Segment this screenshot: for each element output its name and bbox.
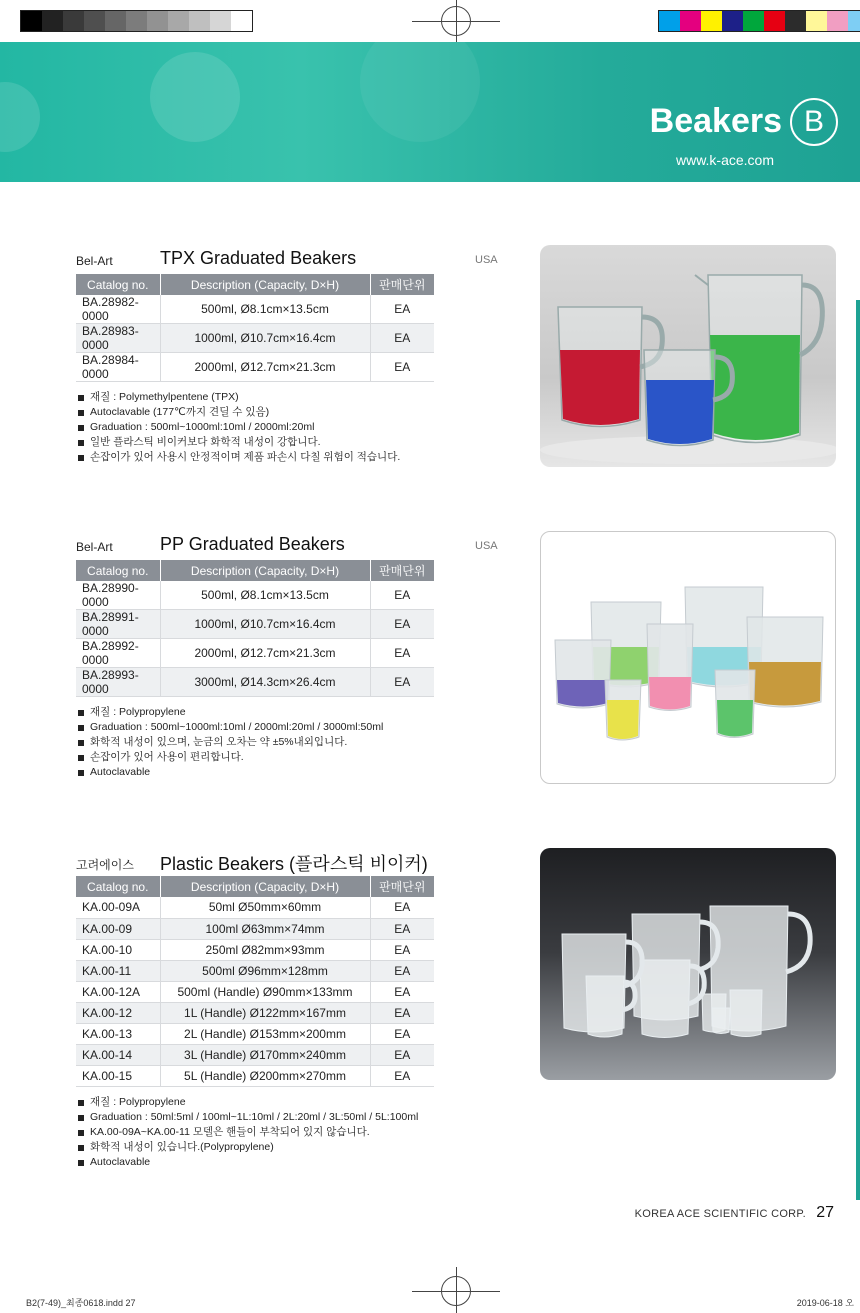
registration-mark-bottom bbox=[441, 1276, 471, 1306]
catalog-number: KA.00-12 bbox=[76, 1002, 160, 1023]
table-row bbox=[76, 295, 434, 324]
gray-swatch bbox=[210, 11, 231, 31]
column-header: Catalog no. bbox=[76, 876, 160, 897]
table-row bbox=[76, 897, 434, 918]
description-cell: 100ml Ø63mm×74mm bbox=[160, 918, 370, 939]
unit-cell: EA bbox=[370, 1023, 434, 1044]
print-date: 2019-06-18 오 bbox=[796, 1298, 854, 1308]
catalog-number: BA.28992-0000 bbox=[76, 639, 160, 668]
gray-swatch bbox=[21, 11, 42, 31]
note-item: 화학적 내성이 있습니다.(Polypropylene) bbox=[76, 1140, 436, 1155]
brand-label: 고려에이스 bbox=[76, 858, 134, 872]
note-item: 일반 플라스틱 비이커보다 화학적 내성이 강합니다. bbox=[76, 435, 436, 450]
note-item: 손잡이가 있어 사용시 안정적이며 제품 파손시 다칠 위험이 적습니다. bbox=[76, 450, 436, 465]
table-row bbox=[76, 960, 434, 981]
unit-cell: EA bbox=[370, 581, 434, 610]
table-row bbox=[76, 639, 434, 668]
note-item: 손잡이가 있어 사용이 편리합니다. bbox=[76, 750, 436, 765]
table-row bbox=[76, 981, 434, 1002]
unit-cell: EA bbox=[370, 639, 434, 668]
catalog-number: KA.00-11 bbox=[76, 960, 160, 981]
column-header: Description (Capacity, D×H) bbox=[160, 876, 370, 897]
page-title: Beakers bbox=[649, 102, 782, 140]
product-title: TPX Graduated Beakers bbox=[160, 248, 357, 268]
product-section-plastic bbox=[76, 850, 436, 1170]
description-cell: 1L (Handle) Ø122mm×167mm bbox=[160, 1002, 370, 1023]
table-row bbox=[76, 939, 434, 960]
unit-cell: EA bbox=[370, 610, 434, 639]
gray-swatch bbox=[126, 11, 147, 31]
banner-bubble bbox=[150, 52, 240, 142]
catalog-number: KA.00-15 bbox=[76, 1065, 160, 1086]
description-cell: 2000ml, Ø12.7cm×21.3cm bbox=[160, 353, 370, 382]
gray-swatch bbox=[231, 11, 252, 31]
description-cell: 3000ml, Ø14.3cm×26.4cm bbox=[160, 668, 370, 697]
note-item: Graduation : 500ml~1000ml:10ml / 2000ml:20ml / 3000ml:50ml bbox=[76, 720, 436, 735]
gray-swatch bbox=[63, 11, 84, 31]
description-cell: 1000ml, Ø10.7cm×16.4cm bbox=[160, 610, 370, 639]
gray-swatch bbox=[84, 11, 105, 31]
table-row bbox=[76, 918, 434, 939]
product-section-tpx bbox=[76, 248, 436, 465]
catalog-number: KA.00-09 bbox=[76, 918, 160, 939]
color-swatch bbox=[806, 11, 827, 31]
unit-cell: EA bbox=[370, 1044, 434, 1065]
color-swatch bbox=[827, 11, 848, 31]
catalog-number: KA.00-12A bbox=[76, 981, 160, 1002]
brand-label: Bel-Art bbox=[76, 254, 113, 268]
catalog-number: BA.28984-0000 bbox=[76, 353, 160, 382]
description-cell: 2000ml, Ø12.7cm×21.3cm bbox=[160, 639, 370, 668]
product-photo-pp bbox=[540, 531, 836, 784]
column-header: Catalog no. bbox=[76, 560, 160, 581]
table-header-row bbox=[76, 560, 434, 581]
table-row bbox=[76, 1044, 434, 1065]
product-table bbox=[76, 560, 434, 697]
table-row bbox=[76, 1023, 434, 1044]
unit-cell: EA bbox=[370, 1002, 434, 1023]
table-header-row bbox=[76, 274, 434, 295]
product-notes bbox=[76, 705, 436, 780]
company-name: KOREA ACE SCIENTIFIC CORP. bbox=[634, 1208, 806, 1220]
description-cell: 3L (Handle) Ø170mm×240mm bbox=[160, 1044, 370, 1065]
column-header: Description (Capacity, D×H) bbox=[160, 560, 370, 581]
note-item: Graduation : 500ml~1000ml:10ml / 2000ml:20ml bbox=[76, 420, 436, 435]
unit-cell: EA bbox=[370, 981, 434, 1002]
catalog-number: BA.28990-0000 bbox=[76, 581, 160, 610]
file-info: B2(7-49)_최종0618.indd 27 bbox=[26, 1298, 136, 1308]
unit-cell: EA bbox=[370, 918, 434, 939]
product-notes bbox=[76, 1095, 436, 1170]
color-swatch bbox=[764, 11, 785, 31]
catalog-number: BA.28993-0000 bbox=[76, 668, 160, 697]
header-banner bbox=[0, 42, 860, 182]
banner-bubble bbox=[0, 82, 40, 152]
product-photo-plastic bbox=[540, 848, 836, 1080]
unit-cell: EA bbox=[370, 897, 434, 918]
table-row bbox=[76, 581, 434, 610]
color-swatch bbox=[743, 11, 764, 31]
description-cell: 2L (Handle) Ø153mm×200mm bbox=[160, 1023, 370, 1044]
note-item: 재질 : Polymethylpentene (TPX) bbox=[76, 390, 436, 405]
note-item: Autoclavable bbox=[76, 1155, 436, 1170]
table-row bbox=[76, 353, 434, 382]
origin-label: USA bbox=[475, 254, 498, 266]
catalog-number: BA.28991-0000 bbox=[76, 610, 160, 639]
page-number: 27 bbox=[816, 1204, 834, 1221]
color-swatch bbox=[785, 11, 806, 31]
table-header-row bbox=[76, 876, 434, 897]
note-item: Autoclavable (177℃까지 견딜 수 있음) bbox=[76, 405, 436, 420]
product-table bbox=[76, 274, 434, 382]
note-item: 재질 : Polypropylene bbox=[76, 705, 436, 720]
process-color-bar bbox=[658, 10, 860, 32]
registration-mark-top bbox=[441, 6, 471, 36]
color-swatch bbox=[722, 11, 743, 31]
unit-cell: EA bbox=[370, 353, 434, 382]
product-title: Plastic Beakers (플라스틱 비이커) bbox=[160, 854, 428, 874]
note-item: 화학적 내성이 있으며, 눈금의 오차는 약 ±5%내외입니다. bbox=[76, 735, 436, 750]
unit-cell: EA bbox=[370, 295, 434, 324]
gray-swatch bbox=[147, 11, 168, 31]
description-cell: 500ml, Ø8.1cm×13.5cm bbox=[160, 295, 370, 324]
gray-swatch bbox=[189, 11, 210, 31]
page-edge-accent bbox=[856, 300, 860, 1200]
column-header: 판매단위 bbox=[370, 274, 434, 295]
catalog-number: KA.00-14 bbox=[76, 1044, 160, 1065]
gray-swatch bbox=[168, 11, 189, 31]
gray-swatch bbox=[42, 11, 63, 31]
table-row bbox=[76, 668, 434, 697]
description-cell: 500ml (Handle) Ø90mm×133mm bbox=[160, 981, 370, 1002]
product-title: PP Graduated Beakers bbox=[160, 534, 345, 554]
unit-cell: EA bbox=[370, 324, 434, 353]
description-cell: 250ml Ø82mm×93mm bbox=[160, 939, 370, 960]
product-notes bbox=[76, 390, 436, 465]
color-swatch bbox=[680, 11, 701, 31]
color-swatch bbox=[659, 11, 680, 31]
table-row bbox=[76, 324, 434, 353]
gray-color-bar bbox=[20, 10, 253, 32]
unit-cell: EA bbox=[370, 939, 434, 960]
column-header: Catalog no. bbox=[76, 274, 160, 295]
catalog-number: KA.00-10 bbox=[76, 939, 160, 960]
website-url[interactable]: www.k-ace.com bbox=[675, 152, 774, 168]
catalog-number: BA.28982-0000 bbox=[76, 295, 160, 324]
gray-swatch bbox=[105, 11, 126, 31]
product-section-pp bbox=[76, 534, 436, 780]
column-header: Description (Capacity, D×H) bbox=[160, 274, 370, 295]
description-cell: 50ml Ø50mm×60mm bbox=[160, 897, 370, 918]
catalog-number: KA.00-13 bbox=[76, 1023, 160, 1044]
color-swatch bbox=[848, 11, 860, 31]
column-header: 판매단위 bbox=[370, 560, 434, 581]
description-cell: 500ml, Ø8.1cm×13.5cm bbox=[160, 581, 370, 610]
origin-label: USA bbox=[475, 540, 498, 552]
note-item: Autoclavable bbox=[76, 765, 436, 780]
note-item: KA.00-09A~KA.00-11 모델은 핸들이 부착되어 있지 않습니다. bbox=[76, 1125, 436, 1140]
unit-cell: EA bbox=[370, 960, 434, 981]
table-row bbox=[76, 610, 434, 639]
unit-cell: EA bbox=[370, 1065, 434, 1086]
column-header: 판매단위 bbox=[370, 876, 434, 897]
brand-label: Bel-Art bbox=[76, 540, 113, 554]
description-cell: 500ml Ø96mm×128mm bbox=[160, 960, 370, 981]
note-item: Graduation : 50ml:5ml / 100ml~1L:10ml / 2L:20ml / 3L:50ml / 5L:100ml bbox=[76, 1110, 436, 1125]
description-cell: 1000ml, Ø10.7cm×16.4cm bbox=[160, 324, 370, 353]
product-photo-tpx bbox=[540, 245, 836, 467]
table-row bbox=[76, 1065, 434, 1086]
catalog-number: BA.28983-0000 bbox=[76, 324, 160, 353]
product-table bbox=[76, 876, 434, 1087]
section-badge: B bbox=[790, 98, 838, 146]
unit-cell: EA bbox=[370, 668, 434, 697]
color-swatch bbox=[701, 11, 722, 31]
catalog-number: KA.00-09A bbox=[76, 897, 160, 918]
description-cell: 5L (Handle) Ø200mm×270mm bbox=[160, 1065, 370, 1086]
note-item: 재질 : Polypropylene bbox=[76, 1095, 436, 1110]
table-row bbox=[76, 1002, 434, 1023]
banner-bubble bbox=[360, 42, 480, 142]
